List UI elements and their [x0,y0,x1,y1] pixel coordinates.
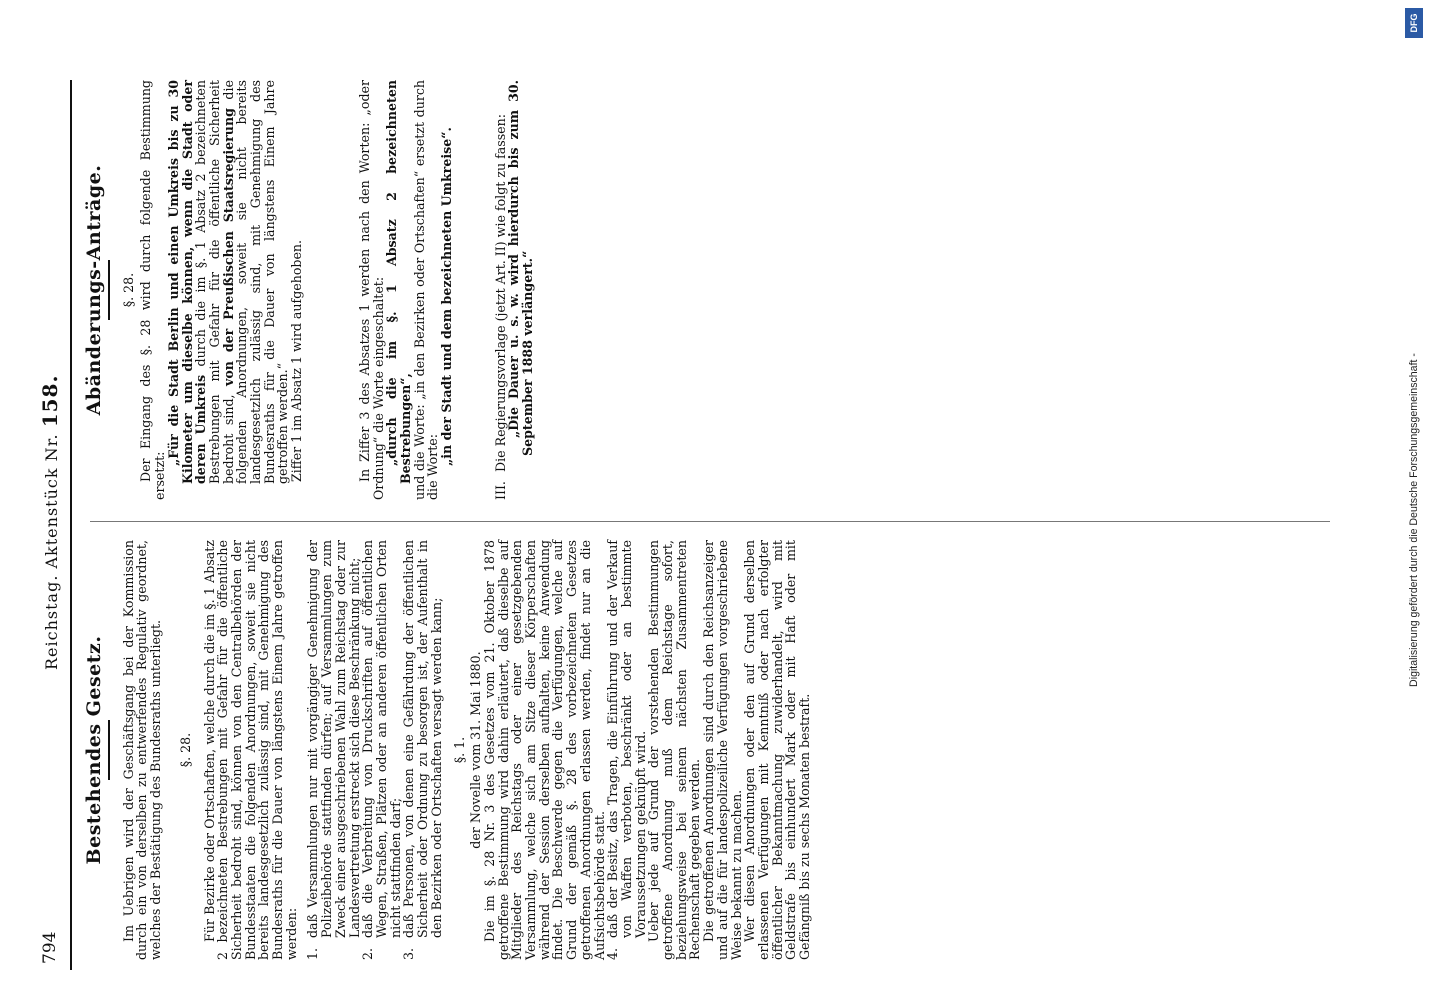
running-title: Reichstag. Aktenstück Nr. 158. [38,374,62,670]
ziffer3-paragraph: In Ziffer 3 des Absatzes 1 werden nach den Worten: „oder Ordnung“ die Worte eingeschaltet: [356,80,386,500]
right-column [83,80,536,500]
section-title: §. 28. [177,732,193,768]
list-item: 2. daß die Verbreitung von Druckschriften auf öffentlichen Wegen, Straßen, Plätzen oder an anderen öffentlichen Orten nicht stattfinden darf; [360,540,403,960]
paragraph: Wer diesen Anordnungen oder den auf Grund derselben erlassenen Verfügungen mit Kenntniß oder nach erfolgter öffentlicher Bekanntmachung zuwiderhandelt, wird mit Geldstrafe bis einhundert Mark oder mit Haft oder mit Gefängniß bis zu sechs Monaten bestraft. [742,540,813,960]
list-item: 3. daß Personen, von denen eine Gefährdung der öffentlichen Sicherheit oder Ordnung zu besorgen ist, der Aufenthalt in den Bezirken oder Ortschaften versagt werden kann; [401,540,444,960]
left-column [83,540,813,960]
intro-paragraph: Der Eingang des §. 28 wird durch folgende Bestimmung ersetzt: [138,80,168,500]
ziffer3-middle: und die Worte: „in den Bezirken oder Ortschaften“ ersetzt durch die Worte: [411,80,441,500]
list-item: 4. daß der Besitz, das Tragen, die Einführung und der Verkauf von Waffen verboten, beschränkt oder an bestimmte Voraussetzungen geknüpft wird. [605,540,648,960]
ziffer1-paragraph: Ziffer 1 im Absatz 1 wird aufgehoben. [289,239,305,482]
novelle-subtitle: der Novelle vom 31. Mai 1880. [468,651,484,849]
section-paragraph: Für Bezirke oder Ortschaften, welche durch die im §. 1 Absatz 2 bezeichneten Bestrebungen mit Gefahr für die öffentliche Sicherheit bedroht sind, können von den Centralbehörden der Bundesstaaten die folgenden Anordnungen, soweit sie nicht bereits landesgesetzlich zulässig sind, mit Genehmigung des Bundesraths für die Dauer von längstens Einem Jahre getroffen werden: [201,540,299,960]
heading-rule [108,260,110,320]
digitization-credit-strip [1398,0,1432,1000]
ziffer3-end: „in der Stadt und dem bezeichneten Umkreise“. [439,127,455,466]
roman-item-quote: „Die Dauer u. s. w. wird hierdurch bis zum 30. September 1888 verlängert.“ [506,80,536,456]
digitization-credit: Digitalisierung gefördert durch die Deutsche Forschungsgemeinschaft - [1408,353,1420,687]
paragraph: Ueber jede auf Grund der vorstehenden Bestimmungen getroffene Anordnung muß dem Reichstage sofort, beziehungsweise bei seinem nächsten Zusammentreten Rechenschaft gegeben werden. [646,540,703,960]
roman-item-iii: III. Die Regierungsvorlage (jetzt Art. II) wie folgt zu fassen: [492,114,508,500]
page-number: 794 [40,931,60,964]
heading-rule [108,720,110,780]
ziffer3-insert: „durch die im §. 1 Absatz 2 bezeichneten Bestrebungen“, [384,80,413,484]
quote-paragraph: „Für die Stadt Berlin und einen Umkreis bis zu 30 Kilometer um dieselbe können, wenn die Stadt oder deren Umkreis durch die im §. 1 Absatz 2 bezeichneten Bestrebungen mit Gefahr für die öffentliche Sicherheit bedroht sind, von der Preußischen Staatsregierung die folgenden Anordnungen, soweit sie nicht bereits landesgesetzlich zulässig sind, mit Genehmigung des Bundesraths für die Dauer von längstens Einem Jahre getroffen werden.“ [165,80,291,484]
paragraph: Die getroffenen Anordnungen sind durch den Reichsanzeiger und auf die für landespolizeiliche Verfügungen vorgeschriebene Weise bekannt zu machen. [701,540,744,960]
list-item: 1. daß Versammlungen nur mit vorgängiger Genehmigung der Polizeibehörde stattfinden dürfen; auf Versammlungen zum Zweck einer ausgeschriebenen Wahl zum Reichstag oder zur Landesvertretung erstreckt sich diese Beschränkung nicht; [305,540,362,960]
intro-paragraph: Im Uebrigen wird der Geschäftsgang bei der Kommission durch ein von derselben zu entwerfendes Regulativ geordnet, welches der Bestätigung des Bundesraths unterliegt. [120,540,164,960]
left-column-heading: Bestehendes Gesetz. [83,635,105,865]
right-column-heading: Abänderungs-Anträge. [83,164,105,416]
novelle-paragraph: Die im §. 28 Nr. 3 des Gesetzes vom 21. Oktober 1878 getroffene Bestimmung wird dahin erläutert, daß dieselbe auf Mitglieder des Reichstags oder einer gesetzgebenden Versammlung, welche sich am Sitze dieser Körperschaften während der Session derselben aufhalten, keine Anwendung findet. Die Beschwerde gegen die Verfügungen, welche auf Grund der gemäß §. 28 des vorbezeichneten Gesetzes getroffenen Anordnungen erlassen werden, findet nur an die Aufsichtsbehörde statt. [481,540,607,960]
dfg-logo: DFG [1405,8,1423,38]
document-number: 158. [38,374,62,428]
novelle-title: §. 1. [452,736,468,764]
column-divider [90,521,1330,522]
section-title: §. 28. [120,272,136,308]
page-header [30,80,72,970]
